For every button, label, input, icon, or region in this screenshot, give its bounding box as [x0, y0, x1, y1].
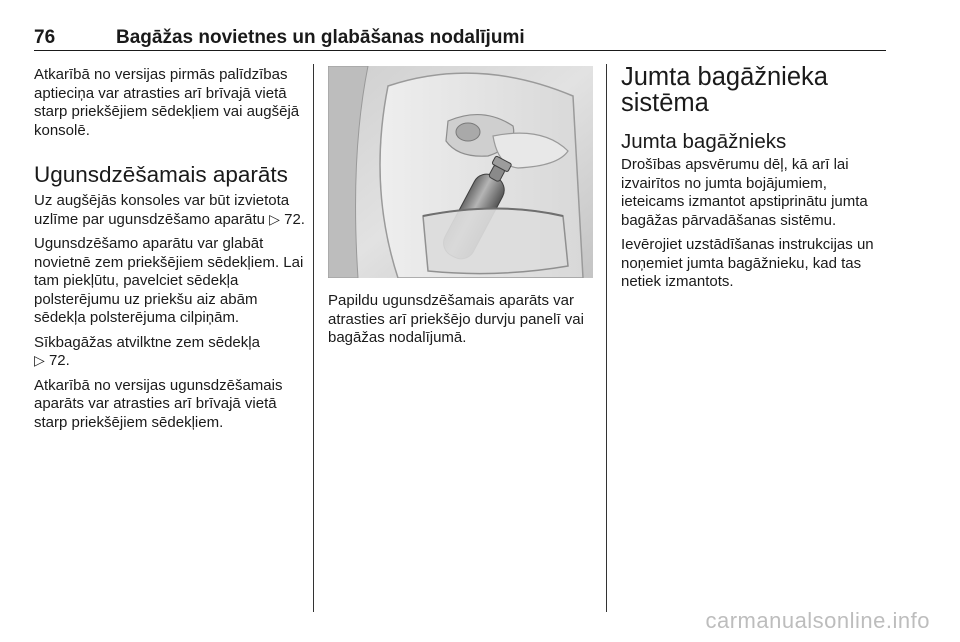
page-number: 76 — [34, 27, 56, 48]
xref-link[interactable]: 72. — [284, 210, 305, 228]
page-header — [34, 26, 886, 51]
door-pocket — [423, 209, 568, 274]
paragraph-storage: Ugunsdzēšamo aparātu var glabāt novietnē zem priekšējiem sēdekļiem. Lai tam piekļūtu, pavelciet sēdekļa polsterējumu uz priekšu aiz abām sēdekļa polsterējuma cilpiņām. — [34, 235, 304, 326]
column-1 — [34, 66, 306, 438]
sub-heading-roof-rack: Jumta bagāžnieks — [621, 130, 787, 153]
watermark: carmanualsonline.info — [705, 608, 930, 633]
xref-link[interactable]: 72. — [48, 352, 70, 369]
column-2 — [328, 66, 593, 354]
column-divider-right — [606, 64, 607, 612]
main-heading-roof-rack-system: Jumta bagāžnieka sistēma — [621, 63, 828, 117]
running-title: Bagāžas novietnes un glabāšanas nodalījumi — [116, 27, 525, 48]
intro-paragraph: Atkarībā no versijas pirmās palīdzības aptieciņa var atrasties arī brīvajā vietā starp priekšējiem sēdekļiem vai augšējā konsolē. — [34, 66, 300, 139]
xref-arrow-icon: ▷ — [269, 211, 280, 228]
paragraph-drawer — [34, 334, 306, 371]
fire-extinguisher-door-illustration — [328, 66, 593, 278]
figure-caption: Papildu ugunsdzēšamais aparāts var atrasties arī priekšējo durvju panelī vai bagāžas nodalījumā. — [328, 292, 584, 346]
paragraph-between-seats: Atkarībā no versijas ugunsdzēšamais aparāts var atrasties arī brīvajā vietā starp priekšējiem sēdekļiem. — [34, 376, 283, 431]
column-3 — [621, 63, 889, 298]
section-heading-fire-extinguisher: Ugunsdzēšamais aparāts — [34, 162, 288, 187]
column-divider-left — [313, 64, 314, 612]
paragraph-sticker-text: Uz augšējās konsoles var būt izvietota uzlīme par ugunsdzēšamo aparātu — [34, 192, 290, 228]
paragraph-safety: Drošības apsvērumu dēļ, kā arī lai izvairītos no jumta bojājumiem, ieteicams izmantot apstiprinātu jumta bagāžas pārvadāšanas sistēmu. — [621, 156, 868, 229]
paragraph-drawer-text: Sīkbagāžas atvilktne zem sēdekļa — [34, 333, 260, 351]
paragraph-instructions: Ievērojiet uzstādīšanas instrukcijas un noņemiet jumta bagāžnieku, kad tas netiek izmantots. — [621, 236, 874, 290]
door-handle-knob — [456, 123, 480, 141]
paragraph-sticker — [34, 192, 306, 229]
xref-arrow-icon: ▷ — [34, 353, 45, 369]
